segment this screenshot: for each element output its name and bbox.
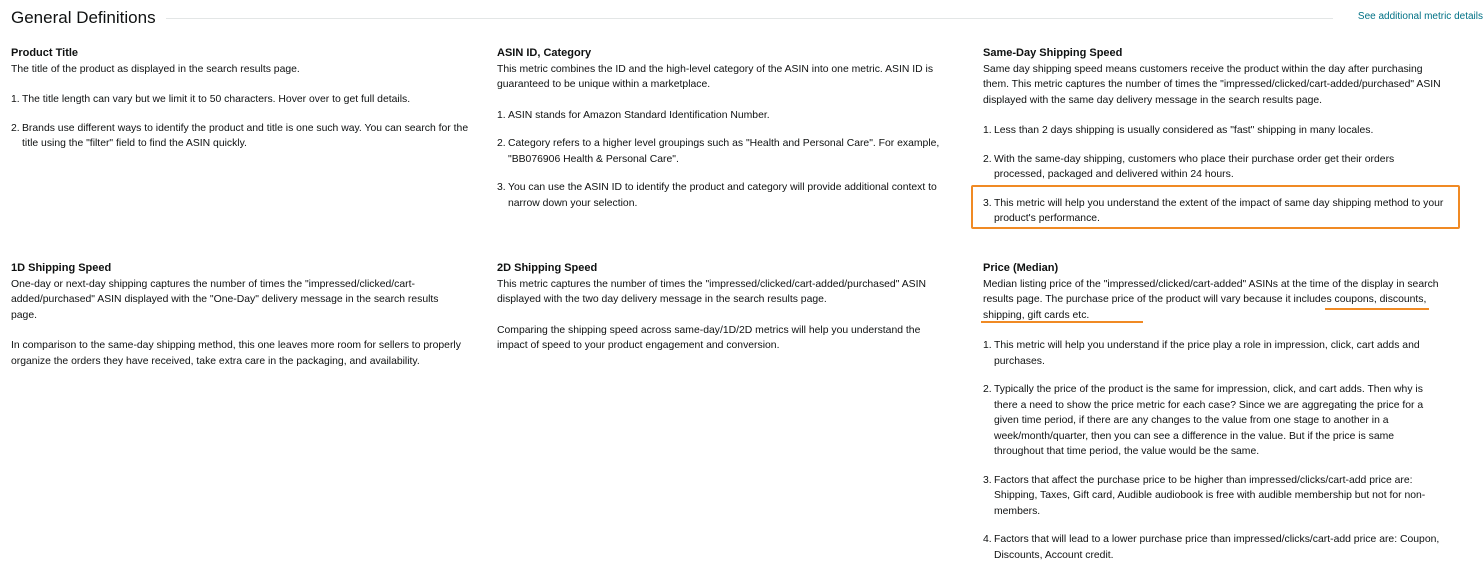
list-item: You can use the ASIN ID to identify the product and category will provide additional context to narrow down your selection. <box>508 182 937 209</box>
list-item: Brands use different ways to identify the product and title is one such way. You can search for the title using the "filter" field to find the ASIN quickly. <box>22 122 469 149</box>
definition-product-title <box>11 46 471 152</box>
definition-description: Same day shipping speed means customers receive the product within the day after purchasing them. This metric captures the number of times the "impressed/clicked/cart-added/purchased" ASIN displayed with the same day delivery message in the search results page. <box>983 63 1441 106</box>
list-item: ASIN stands for Amazon Standard Identification Number. <box>508 109 770 121</box>
definition-1d-shipping <box>11 261 466 369</box>
definition-list <box>983 123 1446 227</box>
header-divider <box>166 18 1333 19</box>
list-item: This metric will help you understand if the price play a role in impression, click, cart adds and purchases. <box>994 340 1420 367</box>
list-item: With the same-day shipping, customers who place their purchase order get their orders processed, packaged and delivered within 24 hours. <box>994 153 1395 180</box>
definition-paragraph: Comparing the shipping speed across same-day/1D/2D metrics will help you understand the impact of speed to your product engagement and conversion. <box>497 324 921 351</box>
definition-2d-shipping <box>497 261 952 354</box>
list-item: Factors that will lead to a lower purchase price than impressed/clicks/cart-add price are: Coupon, Discounts, Account credit. <box>994 534 1440 561</box>
list-item: Category refers to a higher level groupings such as "Health and Personal Care". For example, "BB076906 Health & Personal Care". <box>508 138 940 165</box>
definition-price-median <box>983 261 1446 563</box>
definition-title: ASIN ID, Category <box>497 47 592 59</box>
definition-list <box>983 338 1446 563</box>
definition-paragraph: In comparison to the same-day shipping method, this one leaves more room for sellers to properly organize the orders they have received, take extra care in the packaging, and availability. <box>11 340 461 367</box>
list-item: Factors that affect the purchase price to be higher than impressed/clicks/cart-add price are: Shipping, Taxes, Gift card, Audible audiobook is free with audible membership but not for non-members. <box>994 474 1426 517</box>
list-item: The title length can vary but we limit it to 50 characters. Hover over to get full details. <box>22 94 411 105</box>
definition-title: 1D Shipping Speed <box>11 262 112 274</box>
definition-same-day-shipping <box>983 46 1446 227</box>
see-additional-metric-details-link[interactable]: See additional metric details <box>1357 11 1483 22</box>
list-item: This metric will help you understand the extent of the impact of same day shipping method to your product's performance. <box>994 197 1444 224</box>
definition-list <box>11 92 471 152</box>
definition-title: 2D Shipping Speed <box>497 262 598 274</box>
definition-title: Price (Median) <box>983 262 1059 274</box>
list-item: Less than 2 days shipping is usually considered as "fast" shipping in many locales. <box>994 125 1374 136</box>
definition-description: One-day or next-day shipping captures the number of times the "impressed/clicked/cart-added/purchased" ASIN displayed with the "One-Day" delivery message in the search results page. <box>11 278 439 321</box>
definition-description: This metric captures the number of times the "impressed/clicked/cart-added/purchased" ASIN displayed with the two day delivery message in the search results page. <box>497 278 926 305</box>
definition-description: This metric combines the ID and the high-level category of the ASIN into one metric. ASIN ID is guaranteed to be unique within a marketplace. <box>497 63 934 90</box>
definition-list <box>497 108 962 212</box>
page-title: General Definitions <box>11 8 156 27</box>
definition-description: The title of the product as displayed in the search results page. <box>11 63 300 75</box>
list-item: Typically the price of the product is the same for impression, click, and cart adds. Then why is there a need to show the price metric for each case? Since we are aggregating the price for a given time period, if there are any changes to the value from one stage to another in a week/month/quarter, then you can see a difference in the value. But if the price is same throughout that time period, the value would be the same. <box>994 384 1424 457</box>
definition-description: Median listing price of the "impressed/clicked/cart-added" ASINs at the time of the display in search results page. The purchase price of the product will vary because it includes coupons, discounts, shipping, gift cards etc. <box>983 278 1439 321</box>
definition-title: Product Title <box>11 47 79 59</box>
definition-asin-category <box>497 46 962 211</box>
section-header <box>11 6 1483 32</box>
definition-title: Same-Day Shipping Speed <box>983 47 1123 59</box>
